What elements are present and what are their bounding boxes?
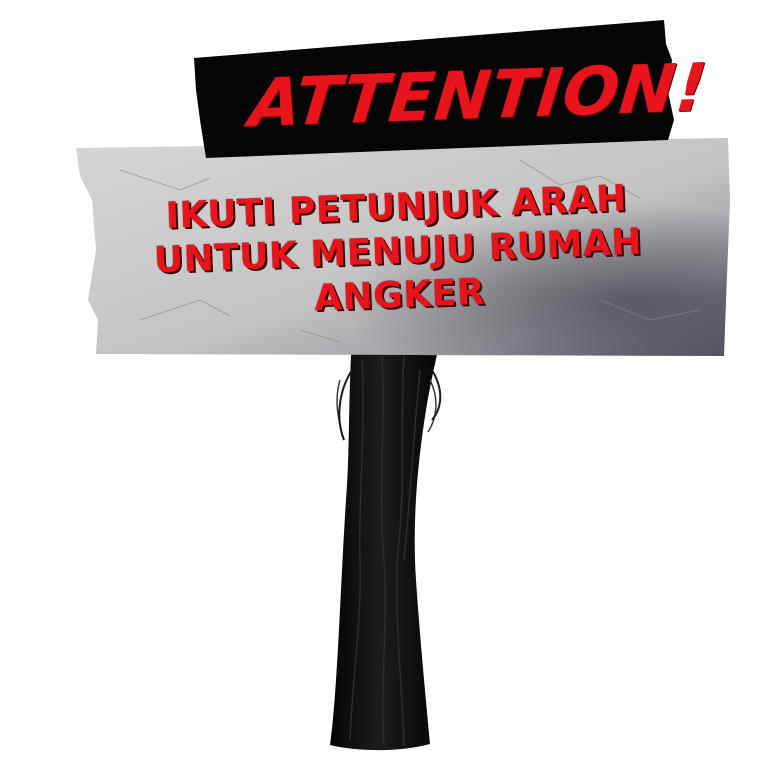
message-line-2: UNTUK MENUJU RUMAH [153, 221, 643, 282]
direction-message [116, 175, 681, 328]
message-line-1: IKUTI PETUNJUK ARAH [164, 178, 628, 237]
attention-heading: ATTENTION! [245, 48, 712, 142]
message-line-3: ANGKER [313, 271, 486, 320]
